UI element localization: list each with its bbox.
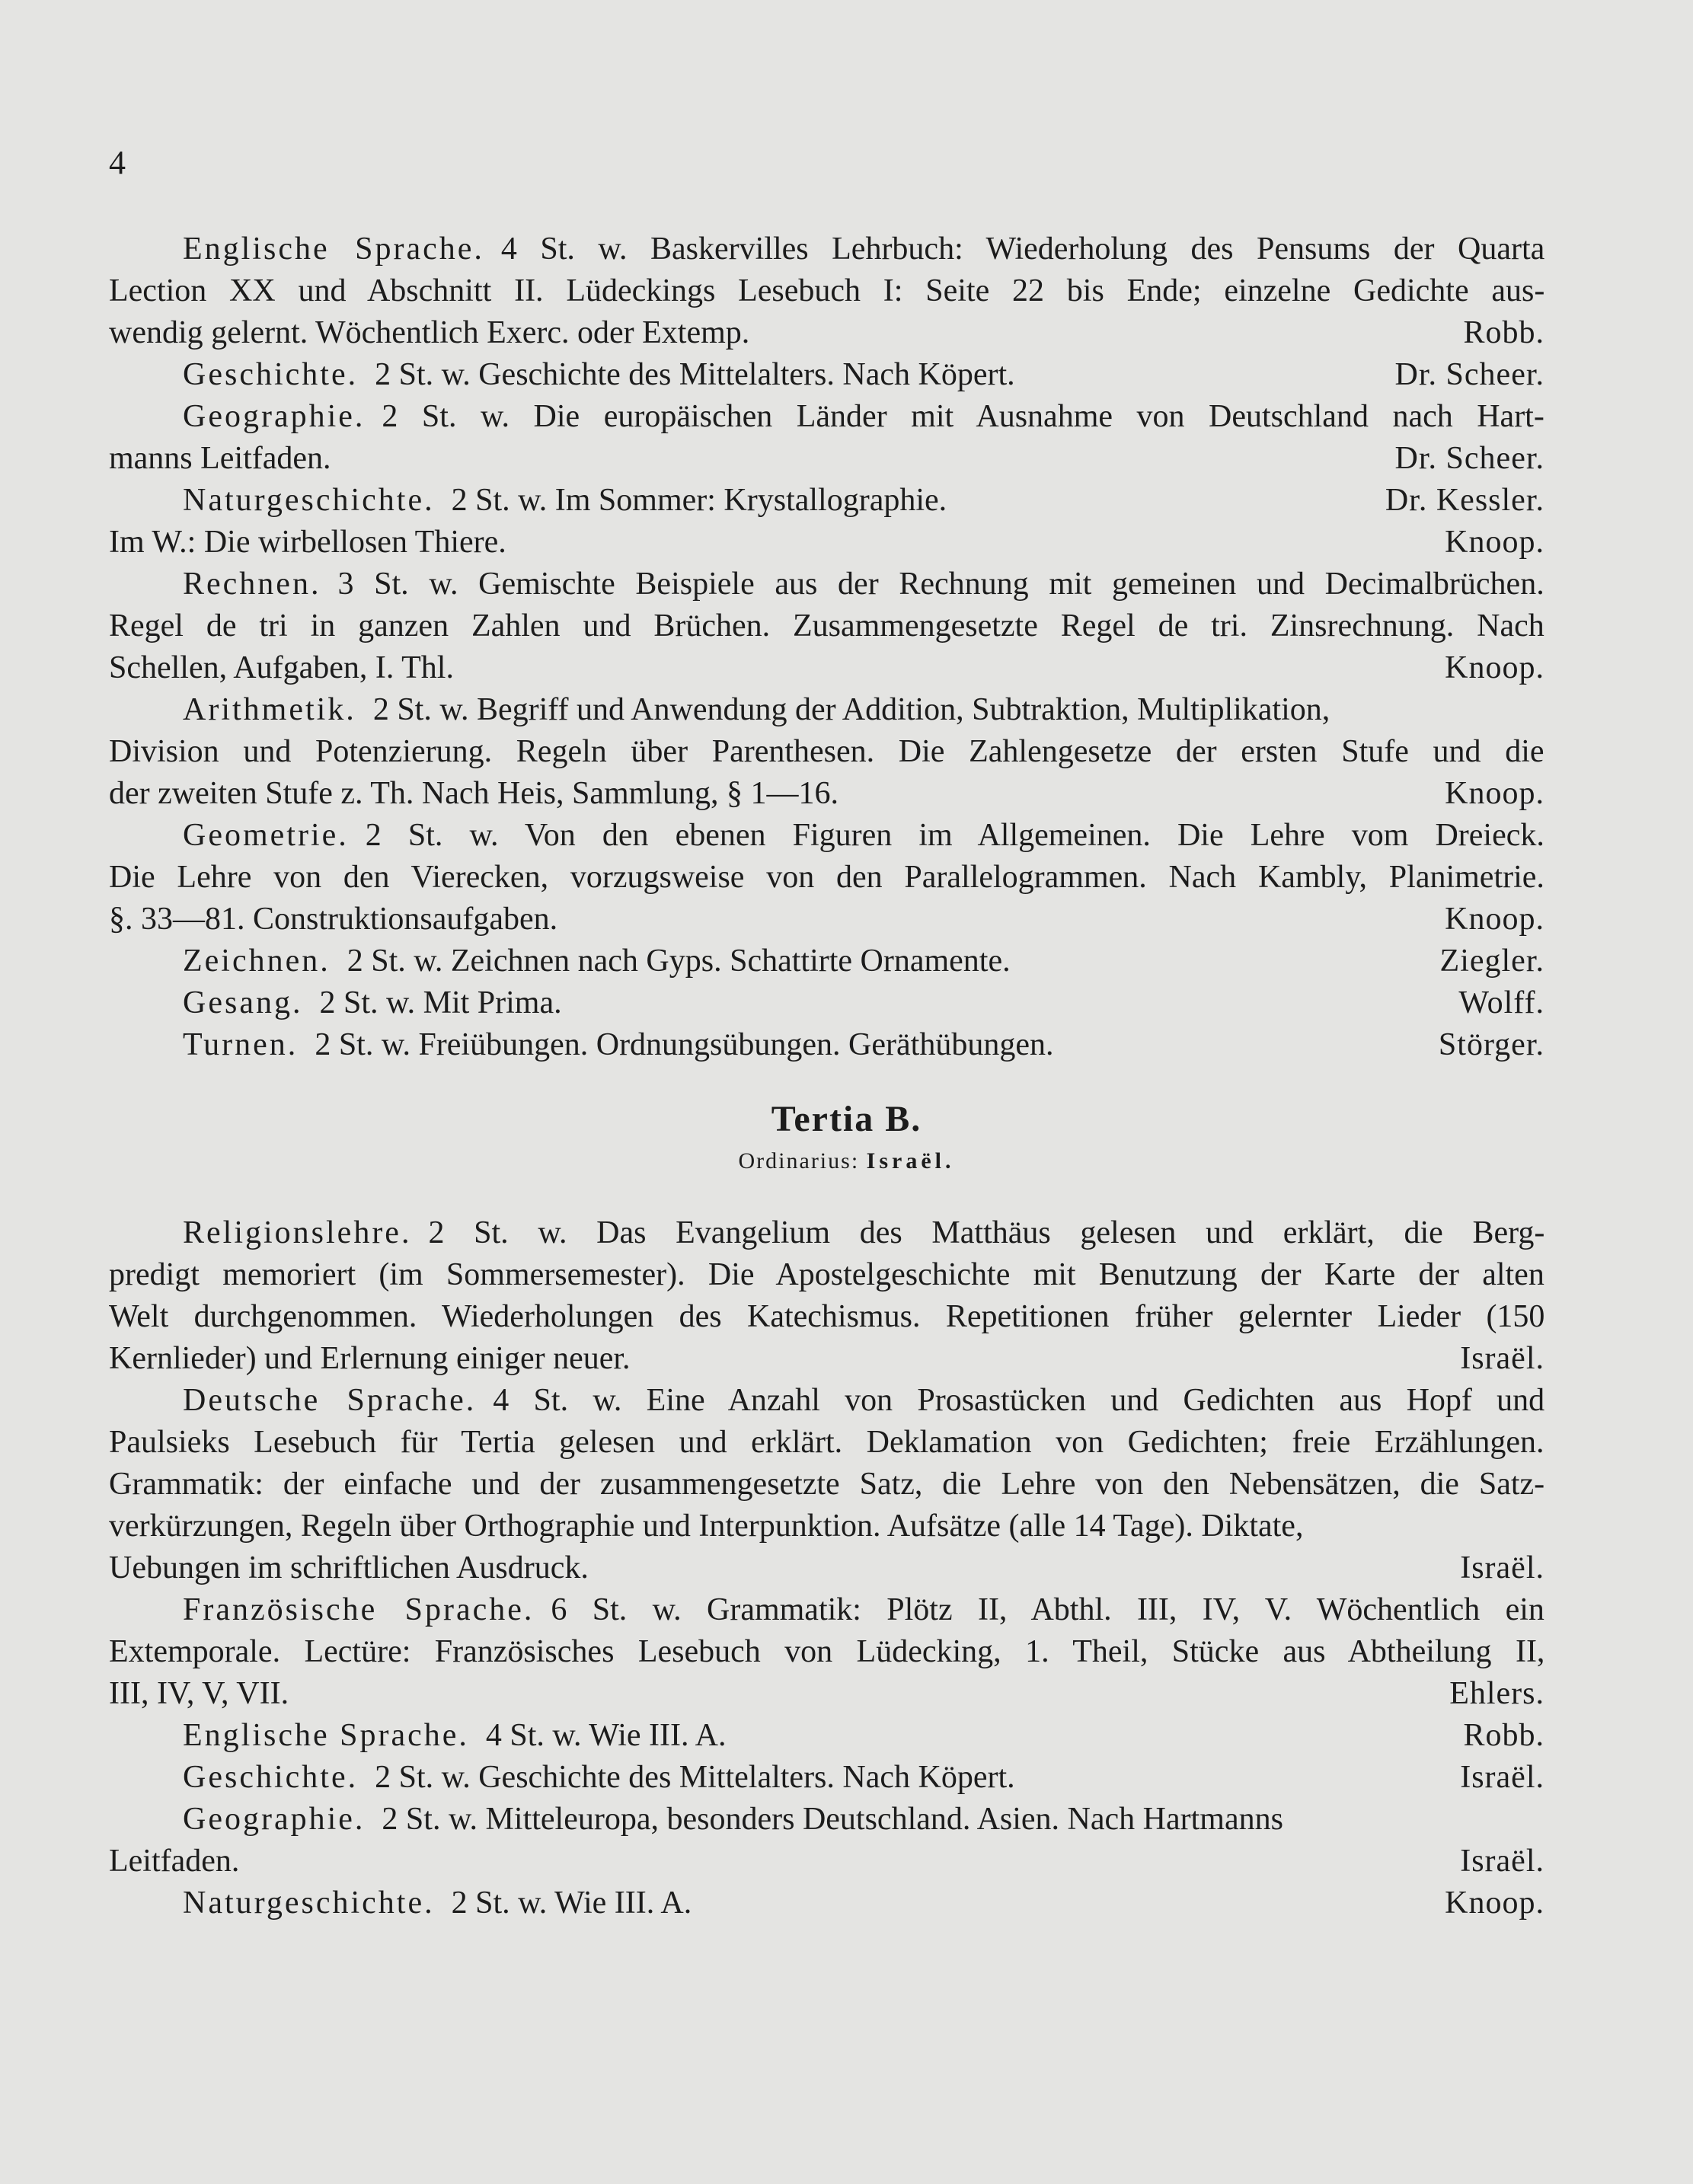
subject-name: Arithmetik. <box>183 692 356 727</box>
line-text: 2 St. w. Mit Prima. <box>319 985 562 1020</box>
line-text: Lection XX und Abschnitt II. Lüdeckings Lesebuch I: Seite 22 bis Ende; einzelne Gedichte aus- <box>109 273 1545 308</box>
teacher-name: Störger. <box>1438 1027 1544 1062</box>
line-text: Welt durchgenommen. Wiederholungen des Katechismus. Repetitionen früher gelernter Lieder (150 <box>109 1299 1545 1334</box>
line-content <box>109 522 506 564</box>
line-text: 2 St. w. Freiübungen. Ordnungsübungen. Geräthübungen. <box>315 1027 1054 1062</box>
text-line <box>109 940 1544 982</box>
text-line <box>109 1673 1544 1715</box>
line-content <box>183 228 1544 270</box>
teacher-name: Dr. Scheer. <box>1394 441 1544 476</box>
subject-name: Französische Sprache. <box>183 1592 535 1627</box>
teacher-name: Knoop. <box>1445 902 1544 937</box>
line-text: 2 St. w. Von den ebenen Figuren im Allgemeinen. Die Lehre vom Dreieck. <box>365 818 1544 853</box>
line-text: 2 St. w. Das Evangelium des Matthäus gelesen und erklärt, die Berg- <box>428 1215 1545 1250</box>
line-text: Schellen, Aufgaben, I. Thl. <box>109 650 454 685</box>
text-line <box>109 773 1544 815</box>
line-content <box>109 857 1544 899</box>
line-text: Die Lehre von den Vierecken, vorzugsweise von den Parallelogrammen. Nach Kambly, Planimetrie. <box>109 860 1544 895</box>
text-line <box>109 815 1544 857</box>
ordinarius-label: Ordinarius: <box>738 1148 860 1173</box>
teacher-name: Robb. <box>1463 1718 1544 1753</box>
line-content <box>183 1212 1544 1254</box>
line-text: §. 33—81. Construktionsaufgaben. <box>109 902 558 937</box>
teacher-name: Israël. <box>1460 1844 1544 1879</box>
text-line <box>109 857 1544 899</box>
line-content <box>183 1715 727 1757</box>
line-text: Paulsieks Lesebuch für Tertia gelesen und erklärt. Deklamation von Gedichten; freie Erzählungen. <box>109 1425 1544 1460</box>
text-line <box>109 354 1544 396</box>
line-content <box>183 396 1544 438</box>
teacher-name: Ziegler. <box>1439 944 1544 979</box>
text-line <box>109 1212 1544 1254</box>
teacher-name: Knoop. <box>1445 1885 1544 1921</box>
text-line <box>109 396 1544 438</box>
line-text: der zweiten Stufe z. Th. Nach Heis, Sammlung, § 1—16. <box>109 776 839 811</box>
line-text: 2 St. w. Zeichnen nach Gyps. Schattirte Ornamente. <box>347 944 1011 979</box>
text-line <box>109 522 1544 564</box>
teacher-name: Knoop. <box>1445 525 1544 560</box>
line-text: 2 St. w. Die europäischen Länder mit Ausnahme von Deutschland nach Hart- <box>382 399 1544 434</box>
teacher-name: Robb. <box>1463 315 1544 350</box>
text-line <box>109 731 1544 773</box>
subject-name: Religionslehre. <box>183 1215 412 1250</box>
line-content <box>109 1505 1303 1547</box>
line-content <box>109 1338 631 1380</box>
line-text: manns Leitfaden. <box>109 441 331 476</box>
line-content <box>109 1841 239 1882</box>
line-content <box>183 480 947 522</box>
text-line <box>109 312 1544 354</box>
text-line <box>109 1464 1544 1505</box>
line-text: 2 St. w. Geschichte des Mittelalters. Nach Köpert. <box>375 357 1015 392</box>
teacher-name: Dr. Kessler. <box>1385 483 1544 518</box>
line-content <box>183 354 1015 396</box>
line-content <box>109 731 1544 773</box>
page-number: 4 <box>109 144 126 181</box>
subject-name: Englische Sprache. <box>183 1718 469 1753</box>
text-line <box>109 480 1544 522</box>
text-line <box>109 1589 1544 1631</box>
subject-name: Geometrie. <box>183 818 349 853</box>
text-line <box>109 1338 1544 1380</box>
text-line <box>109 1296 1544 1338</box>
subject-name: Zeichnen. <box>183 944 331 979</box>
text-line <box>109 647 1544 689</box>
line-text: verkürzungen, Regeln über Orthographie und Interpunktion. Aufsätze (alle 14 Tage). Diktate, <box>109 1509 1304 1544</box>
subject-name: Geographie. <box>183 1802 366 1837</box>
text-line <box>109 1505 1544 1547</box>
subject-name: Naturgeschichte. <box>183 1885 435 1921</box>
line-text: wendig gelernt. Wöchentlich Exerc. oder Extemp. <box>109 315 750 350</box>
section-tertia-b <box>109 1212 1544 1924</box>
line-content <box>183 940 1011 982</box>
line-text: Im W.: Die wirbellosen Thiere. <box>109 525 506 560</box>
line-content <box>183 982 562 1024</box>
section-heading: Tertia B. <box>771 1099 922 1139</box>
text-line <box>109 1882 1544 1924</box>
line-content <box>109 1296 1544 1338</box>
subject-name: Naturgeschichte. <box>183 483 435 518</box>
text-line <box>109 689 1544 731</box>
line-text: III, IV, V, VII. <box>109 1676 289 1711</box>
line-content <box>109 270 1544 312</box>
text-line <box>109 1547 1544 1589</box>
line-text: predigt memoriert (im Sommersemester). Die Apostelgeschichte mit Benutzung der Karte der alten <box>109 1257 1544 1292</box>
line-content <box>183 1757 1015 1799</box>
text-line <box>109 1757 1544 1799</box>
line-text: 2 St. w. Wie III. A. <box>451 1885 692 1921</box>
line-text: Leitfaden. <box>109 1844 240 1879</box>
line-text: Grammatik: der einfache und der zusammengesetzte Satz, die Lehre von den Nebensätzen, die Satz- <box>109 1467 1545 1502</box>
line-content <box>183 1024 1053 1066</box>
text-line <box>109 982 1544 1024</box>
teacher-name: Knoop. <box>1445 650 1544 685</box>
line-text: 4 St. w. Wie III. A. <box>485 1718 727 1753</box>
text-line <box>109 1631 1544 1673</box>
line-content <box>183 1799 1283 1841</box>
line-content <box>109 1547 589 1589</box>
line-content <box>183 1589 1544 1631</box>
teacher-name: Israël. <box>1460 1341 1544 1376</box>
line-content <box>183 689 1330 731</box>
teacher-name: Knoop. <box>1445 776 1544 811</box>
line-text: 2 St. w. Im Sommer: Krystallographie. <box>451 483 947 518</box>
line-content <box>109 312 749 354</box>
line-content <box>183 815 1544 857</box>
ordinarius-name: Israël. <box>866 1148 955 1173</box>
text-line <box>109 1715 1544 1757</box>
line-text: Division und Potenzierung. Regeln über Parenthesen. Die Zahlengesetze der ersten Stufe und die <box>109 734 1544 769</box>
subject-name: Englische Sprache. <box>183 231 484 267</box>
line-content <box>109 438 331 480</box>
line-text: 2 St. w. Begriff und Anwendung der Addition, Subtraktion, Multiplikation, <box>372 692 1330 727</box>
text-line <box>109 1799 1544 1841</box>
line-text: 4 St. w. Baskervilles Lehrbuch: Wiederholung des Pensums der Quarta <box>500 231 1545 267</box>
text-line <box>109 228 1544 270</box>
line-text: Regel de tri in ganzen Zahlen und Brüchen. Zusammengesetzte Regel de tri. Zinsrechnung. Nach <box>109 608 1544 643</box>
line-text: 4 St. w. Eine Anzahl von Prosastücken und Gedichten aus Hopf und <box>493 1383 1545 1418</box>
line-content <box>109 1464 1544 1505</box>
subject-name: Turnen. <box>183 1027 299 1062</box>
line-content <box>109 773 839 815</box>
line-text: 3 St. w. Gemischte Beispiele aus der Rechnung mit gemeinen und Decimalbrüchen. <box>337 567 1544 602</box>
line-text: 2 St. w. Geschichte des Mittelalters. Nach Köpert. <box>375 1760 1015 1795</box>
subject-name: Geschichte. <box>183 1760 359 1795</box>
text-line <box>109 1380 1544 1422</box>
text-line <box>109 1024 1544 1066</box>
line-content <box>183 1882 692 1924</box>
teacher-name: Israël. <box>1460 1550 1544 1585</box>
text-line <box>109 564 1544 605</box>
subject-name: Geschichte. <box>183 357 359 392</box>
text-line <box>109 899 1544 940</box>
subject-name: Rechnen. <box>183 567 321 602</box>
section-tertia-a-continued <box>109 228 1544 1066</box>
line-content <box>109 1254 1544 1296</box>
line-content <box>109 899 557 940</box>
line-content <box>109 605 1544 647</box>
line-content <box>109 1673 289 1715</box>
teacher-name: Ehlers. <box>1449 1676 1544 1711</box>
text-line <box>109 438 1544 480</box>
line-content <box>109 1631 1544 1673</box>
ordinarius-line <box>0 1146 1693 1177</box>
subject-name: Gesang. <box>183 985 303 1020</box>
subject-name: Geographie. <box>183 399 366 434</box>
line-content <box>183 564 1544 605</box>
text-line <box>109 1422 1544 1464</box>
line-text: Extemporale. Lectüre: Französisches Lesebuch von Lüdecking, 1. Theil, Stücke aus Abtheilung II, <box>109 1634 1545 1669</box>
text-line <box>109 1254 1544 1296</box>
teacher-name: Israël. <box>1460 1760 1544 1795</box>
line-text: 6 St. w. Grammatik: Plötz II, Abthl. III, IV, V. Wöchentlich ein <box>551 1592 1544 1627</box>
text-line <box>109 1841 1544 1882</box>
teacher-name: Dr. Scheer. <box>1394 357 1544 392</box>
line-text: 2 St. w. Mitteleuropa, besonders Deutschland. Asien. Nach Hartmanns <box>382 1802 1283 1837</box>
line-text: Kernlieder) und Erlernung einiger neuer. <box>109 1341 631 1376</box>
line-text: Uebungen im schriftlichen Ausdruck. <box>109 1550 589 1585</box>
teacher-name: Wolff. <box>1458 985 1544 1020</box>
text-line <box>109 605 1544 647</box>
subject-name: Deutsche Sprache. <box>183 1383 477 1418</box>
line-content <box>109 1422 1544 1464</box>
text-line <box>109 270 1544 312</box>
line-content <box>109 647 454 689</box>
line-content <box>183 1380 1544 1422</box>
